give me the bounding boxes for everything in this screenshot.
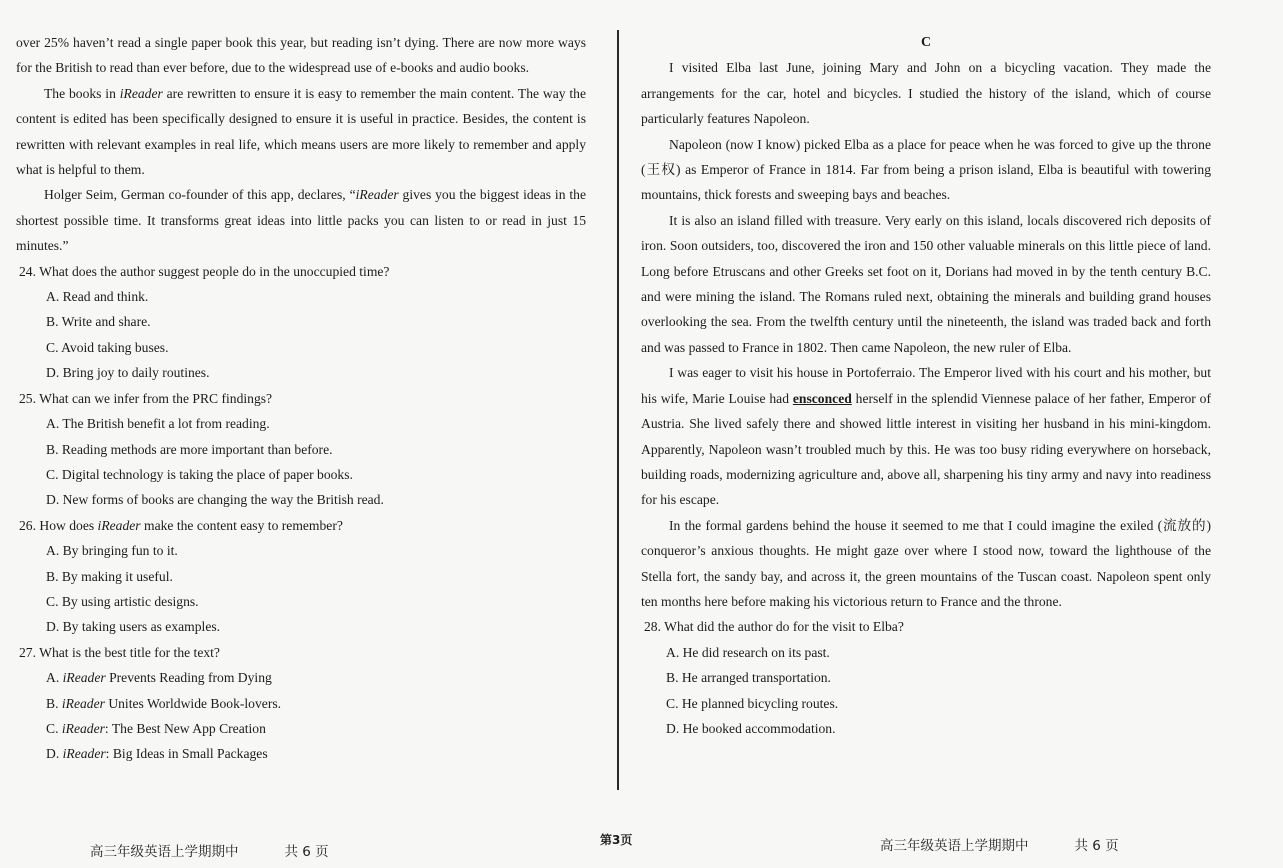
app-name: iReader bbox=[61, 695, 105, 711]
option-text: : Big Ideas in Small Packages bbox=[105, 746, 268, 762]
question-text: 26. How does bbox=[19, 517, 98, 533]
question-28-option-b[interactable]: B. He arranged transportation. bbox=[666, 670, 831, 686]
passage-b-paragraph-2 bbox=[16, 81, 586, 183]
right-footer bbox=[880, 834, 1165, 854]
exam-title: 高三年级英语上学期期中 bbox=[90, 844, 239, 860]
option-text: : The Best New App Creation bbox=[104, 720, 266, 736]
passage-c-paragraph-5: In the formal gardens behind the house it seemed to me that I could imagine the exiled (流放的) conqueror’s anxious thoughts. He might gaze over where I stood now, toward the lighthouse of the Stella fort, the sandy bay, and across it, the green mountains of the Tuscan coast. Napoleon spent only ten months here before making his victorious return to France and the throne. bbox=[641, 517, 1211, 609]
option-text: Unites Worldwide Book-lovers. bbox=[104, 695, 282, 711]
left-footer bbox=[90, 840, 375, 860]
question-26-option-d[interactable]: D. By taking users as examples. bbox=[46, 619, 221, 635]
app-name: iReader bbox=[97, 517, 141, 533]
question-27-option-c[interactable] bbox=[16, 716, 586, 741]
app-name: iReader bbox=[62, 746, 106, 762]
passage-c-paragraph-1: I visited Elba last June, joining Mary and John on a bicycling vacation. They made the arrangements for the car, hotel and bicycles. I studied the history of the island, which of course particularly features Napoleon. bbox=[641, 60, 1211, 127]
passage-c-paragraph-3: It is also an island filled with treasure. Very early on this island, locals discovered rich deposits of iron. Soon outsiders, too, discovered the iron and 150 other valuable minerals on this little piece of land. Long before Etruscans and other Greeks set foot on it, Dorians had moved in by the tenth century B.C. and were mining the island. The Romans ruled next, obtaining the minerals and building grand houses overlooking the sea. From the twelfth century until the nineteenth, the island was traded back and forth and was passed to France in 1802. Then came Napoleon, the new ruler of Elba. bbox=[641, 212, 1211, 355]
question-26-option-c[interactable]: C. By using artistic designs. bbox=[46, 593, 199, 609]
question-24: 24. What does the author suggest people do in the unoccupied time? bbox=[19, 263, 390, 279]
passage-b-paragraph-1: over 25% haven’t read a single paper book this year, but reading isn’t dying. There are now more ways for the British to read than ever before, due to the widespread use of e-books and audio books. bbox=[16, 35, 586, 76]
column-divider bbox=[617, 30, 619, 790]
question-26 bbox=[16, 513, 586, 538]
underlined-word: ensconced bbox=[792, 390, 852, 406]
app-name: iReader bbox=[119, 85, 163, 101]
left-column bbox=[16, 30, 586, 767]
option-letter: C. bbox=[46, 720, 62, 736]
app-name: iReader bbox=[61, 720, 105, 736]
question-25-option-d[interactable]: D. New forms of books are changing the way the British read. bbox=[46, 492, 384, 508]
question-24-option-a[interactable]: A. Read and think. bbox=[46, 289, 149, 305]
option-letter: A. bbox=[46, 670, 63, 686]
total-pages: 共 6 页 bbox=[1074, 838, 1119, 854]
option-letter: B. bbox=[46, 695, 62, 711]
app-name: iReader bbox=[355, 187, 399, 203]
question-28-option-c[interactable]: C. He planned bicycling routes. bbox=[666, 695, 839, 711]
question-26-option-b[interactable]: B. By making it useful. bbox=[46, 568, 173, 584]
exam-title: 高三年级英语上学期期中 bbox=[880, 838, 1029, 854]
question-26-option-a[interactable]: A. By bringing fun to it. bbox=[46, 543, 178, 559]
page-number: 第3页 bbox=[600, 833, 633, 847]
section-heading: C bbox=[920, 35, 932, 50]
question-27-option-b[interactable] bbox=[16, 691, 586, 716]
app-name: iReader bbox=[62, 670, 106, 686]
question-27-option-d[interactable] bbox=[16, 741, 586, 766]
question-24-option-d[interactable]: D. Bring joy to daily routines. bbox=[46, 365, 210, 381]
question-text: make the content easy to remember? bbox=[140, 517, 343, 533]
option-letter: D. bbox=[46, 746, 63, 762]
question-27-option-a[interactable] bbox=[16, 665, 586, 690]
question-28-option-a[interactable]: A. He did research on its past. bbox=[666, 644, 830, 660]
question-28-option-d[interactable]: D. He booked accommodation. bbox=[666, 720, 836, 736]
question-25-option-b[interactable]: B. Reading methods are more important than before. bbox=[46, 441, 333, 457]
passage-c-paragraph-2: Napoleon (now I know) picked Elba as a place for peace when he was forced to give up the throne (王权) as Emperor of France in 1814. Far from being a prison island, Elba is beautiful with towering mountains, thick forests and sweeping bays and beaches. bbox=[641, 136, 1211, 203]
question-24-option-c[interactable]: C. Avoid taking buses. bbox=[46, 339, 169, 355]
question-27: 27. What is the best title for the text? bbox=[19, 644, 220, 660]
right-column bbox=[641, 30, 1211, 741]
passage-b-paragraph-3 bbox=[16, 182, 586, 258]
question-25: 25. What can we infer from the PRC findings? bbox=[19, 390, 273, 406]
passage-c-paragraph-4 bbox=[641, 360, 1211, 512]
paragraph-text: I was eager to visit his house in Portoferraio. The Emperor lived with his court and his mother, but his wife, Marie Louise had bbox=[641, 365, 1211, 406]
question-25-option-a[interactable]: A. The British benefit a lot from reading. bbox=[46, 416, 270, 432]
question-28: 28. What did the author do for the visit to Elba? bbox=[644, 619, 904, 635]
question-24-option-b[interactable]: B. Write and share. bbox=[46, 314, 151, 330]
question-25-option-c[interactable]: C. Digital technology is taking the place of paper books. bbox=[46, 466, 353, 482]
option-text: Prevents Reading from Dying bbox=[105, 670, 272, 686]
paragraph-text: herself in the splendid Viennese palace of her father, Emperor of Austria. She lived safely there and showed little interest in visiting her husband in his mini-kingdom. Apparently, Napoleon wasn’t troubled much by this. He was too busy riding everywhere on horseback, building roads, modernizing agriculture and, above all, sharpening his tiny army and navy into readiness for his escape. bbox=[641, 390, 1211, 508]
paragraph-text: The books in bbox=[44, 85, 120, 101]
total-pages: 共 6 页 bbox=[284, 844, 329, 860]
paragraph-text: Holger Seim, German co-founder of this app, declares, “ bbox=[44, 187, 356, 203]
paragraph-text: gives you the biggest ideas in the shortest possible time. It transforms great ideas into little packs you can listen to or read in just 15 minutes.” bbox=[16, 187, 586, 254]
paragraph-text: are rewritten to ensure it is easy to remember the main content. The way the content is edited has been specifically designed to ensure it is useful in practice. Besides, the content is rewritten with relevant examples in real life, which means users are more likely to remember and apply what is helpful to them. bbox=[16, 85, 586, 178]
